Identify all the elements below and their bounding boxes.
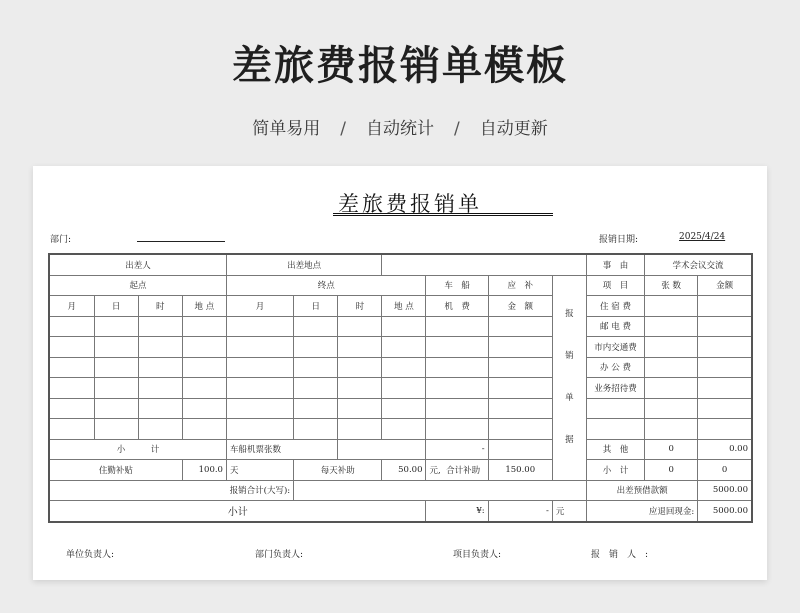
amount-cell[interactable] bbox=[698, 316, 752, 337]
place-header: 地 点 bbox=[382, 296, 426, 317]
place-header: 地 点 bbox=[182, 296, 226, 317]
cell[interactable] bbox=[382, 337, 426, 358]
receipt-label: 报 销 单 据 bbox=[552, 275, 586, 480]
cell[interactable] bbox=[426, 398, 488, 419]
cell[interactable] bbox=[138, 337, 182, 358]
total-value[interactable] bbox=[294, 480, 587, 501]
cell[interactable] bbox=[182, 378, 226, 399]
table-row bbox=[49, 419, 752, 440]
cell[interactable] bbox=[294, 378, 338, 399]
refund-label: 应退回现金: bbox=[586, 501, 697, 522]
tickets-label: 车船机票张数 bbox=[226, 439, 337, 460]
cell[interactable] bbox=[94, 419, 138, 440]
cell[interactable] bbox=[586, 419, 644, 440]
reason-label: 事 由 bbox=[586, 254, 644, 275]
table-row bbox=[49, 254, 752, 275]
cell[interactable] bbox=[94, 378, 138, 399]
cell[interactable] bbox=[182, 316, 226, 337]
cell[interactable] bbox=[49, 337, 94, 358]
place-label: 出差地点 bbox=[226, 254, 381, 275]
cell[interactable] bbox=[94, 357, 138, 378]
amount-cell[interactable] bbox=[698, 337, 752, 358]
cell[interactable] bbox=[338, 316, 382, 337]
cell[interactable] bbox=[488, 316, 552, 337]
table-row bbox=[49, 316, 752, 337]
separator: / bbox=[340, 119, 346, 139]
cell[interactable] bbox=[138, 398, 182, 419]
expense-item: 办 公 费 bbox=[586, 357, 644, 378]
time-header: 时 bbox=[138, 296, 182, 317]
start-header: 起点 bbox=[49, 275, 226, 296]
cell[interactable] bbox=[382, 398, 426, 419]
other-label: 其 他 bbox=[586, 439, 644, 460]
sign-unit: 单位负责人: bbox=[66, 550, 115, 560]
sum-label: 元, 合计补助 bbox=[426, 460, 488, 481]
advance-value[interactable]: 5000.00 bbox=[698, 480, 752, 501]
cell[interactable] bbox=[182, 419, 226, 440]
cell[interactable] bbox=[138, 316, 182, 337]
separator: / bbox=[454, 119, 460, 139]
count-cell[interactable] bbox=[645, 357, 698, 378]
cell[interactable] bbox=[94, 316, 138, 337]
tickets-count[interactable] bbox=[338, 439, 426, 460]
cell[interactable] bbox=[698, 398, 752, 419]
cell[interactable] bbox=[382, 378, 426, 399]
cell[interactable] bbox=[645, 398, 698, 419]
cell[interactable] bbox=[338, 419, 382, 440]
time-header: 时 bbox=[338, 296, 382, 317]
amount-cell[interactable] bbox=[698, 378, 752, 399]
cell[interactable] bbox=[488, 398, 552, 419]
cell[interactable] bbox=[488, 357, 552, 378]
item-header: 项 目 bbox=[586, 275, 644, 296]
feature-list bbox=[0, 114, 800, 139]
table-row bbox=[49, 275, 752, 296]
end-header: 终点 bbox=[226, 275, 426, 296]
cell[interactable] bbox=[426, 357, 488, 378]
cell[interactable] bbox=[138, 357, 182, 378]
cell[interactable] bbox=[338, 398, 382, 419]
day-header: 日 bbox=[94, 296, 138, 317]
cell[interactable] bbox=[138, 378, 182, 399]
table-row bbox=[49, 296, 752, 317]
table-row bbox=[49, 460, 752, 481]
cell[interactable] bbox=[488, 419, 552, 440]
hero-title: 差旅费报销单模板 bbox=[232, 43, 568, 89]
refund-value[interactable]: 5000.00 bbox=[698, 501, 752, 522]
dept-label: 部门: bbox=[50, 235, 72, 245]
month-header: 月 bbox=[49, 296, 94, 317]
money-header: 金 额 bbox=[488, 296, 552, 317]
cell[interactable] bbox=[338, 337, 382, 358]
tickets-dash: - bbox=[426, 439, 488, 460]
table-row bbox=[49, 501, 752, 522]
cell[interactable] bbox=[182, 337, 226, 358]
cell[interactable] bbox=[49, 316, 94, 337]
count-cell[interactable] bbox=[645, 316, 698, 337]
sign-dept: 部门负责人: bbox=[255, 550, 304, 560]
sign-claimant: 报 销 人 : bbox=[591, 550, 649, 560]
traveler-label: 出差人 bbox=[49, 254, 226, 275]
fee-header: 机 费 bbox=[426, 296, 488, 317]
count-header: 张 数 bbox=[645, 275, 698, 296]
sum-value[interactable]: 150.00 bbox=[488, 460, 552, 481]
amount-cell[interactable] bbox=[698, 357, 752, 378]
other-count[interactable]: 0 bbox=[645, 439, 698, 460]
count-cell[interactable] bbox=[645, 296, 698, 317]
expense-item: 住 宿 费 bbox=[586, 296, 644, 317]
cell[interactable] bbox=[49, 378, 94, 399]
place-value[interactable] bbox=[382, 254, 587, 275]
cell[interactable] bbox=[226, 357, 293, 378]
allowance-header: 应 补 bbox=[488, 275, 552, 296]
cell[interactable] bbox=[294, 337, 338, 358]
cell[interactable] bbox=[226, 419, 293, 440]
subtotal-label: 小 计 bbox=[49, 439, 226, 460]
title-underline bbox=[333, 213, 553, 216]
form-title: 差旅费报销单 bbox=[338, 192, 482, 216]
table-row bbox=[49, 398, 752, 419]
cell[interactable] bbox=[382, 419, 426, 440]
feature-2: 自动统计 bbox=[366, 119, 434, 139]
month-header: 月 bbox=[226, 296, 293, 317]
cell[interactable] bbox=[226, 316, 293, 337]
cell[interactable] bbox=[338, 357, 382, 378]
cell[interactable] bbox=[338, 378, 382, 399]
amount-header: 金额 bbox=[698, 275, 752, 296]
cell[interactable] bbox=[49, 419, 94, 440]
total-label: 报销合计(大写): bbox=[49, 480, 294, 501]
allowance-value[interactable]: 100.0 bbox=[182, 460, 226, 481]
cell[interactable] bbox=[226, 337, 293, 358]
cell[interactable] bbox=[294, 357, 338, 378]
cell[interactable] bbox=[226, 398, 293, 419]
cell[interactable] bbox=[426, 419, 488, 440]
cell[interactable] bbox=[49, 357, 94, 378]
date-value[interactable]: 2025/4/24 bbox=[679, 232, 726, 242]
table-row bbox=[49, 357, 752, 378]
boat-header: 车 船 bbox=[426, 275, 488, 296]
cell[interactable] bbox=[294, 398, 338, 419]
per-day-label: 每天补助 bbox=[294, 460, 382, 481]
expense-table bbox=[48, 253, 753, 523]
reason-value[interactable]: 学术会议交流 bbox=[645, 254, 752, 275]
cell[interactable] bbox=[138, 419, 182, 440]
yuan-label: 元 bbox=[552, 501, 586, 522]
cell[interactable] bbox=[488, 439, 552, 460]
cell[interactable] bbox=[49, 398, 94, 419]
allowance-label: 住勤补贴 bbox=[49, 460, 182, 481]
sub-amount[interactable]: 0 bbox=[698, 460, 752, 481]
cell[interactable] bbox=[226, 378, 293, 399]
feature-1: 简单易用 bbox=[252, 119, 321, 139]
cell[interactable] bbox=[645, 419, 698, 440]
sign-project: 项目负责人: bbox=[453, 550, 502, 560]
advance-label: 出差预借款额 bbox=[586, 480, 697, 501]
cell[interactable] bbox=[488, 378, 552, 399]
cell[interactable] bbox=[94, 337, 138, 358]
cell[interactable] bbox=[294, 419, 338, 440]
table-row bbox=[49, 337, 752, 358]
yen-label: ¥: bbox=[426, 501, 488, 522]
cell[interactable] bbox=[698, 419, 752, 440]
dept-field[interactable] bbox=[137, 241, 225, 242]
day-header: 日 bbox=[294, 296, 338, 317]
table-row bbox=[49, 378, 752, 399]
cell[interactable] bbox=[382, 316, 426, 337]
cell[interactable] bbox=[426, 316, 488, 337]
cell[interactable] bbox=[488, 337, 552, 358]
final-label: 小计 bbox=[49, 501, 426, 522]
days-label: 天 bbox=[226, 460, 293, 481]
expense-item: 市内交通费 bbox=[586, 337, 644, 358]
table-row bbox=[49, 439, 752, 460]
form-sheet bbox=[33, 166, 767, 580]
cell[interactable] bbox=[94, 398, 138, 419]
other-amount[interactable]: 0.00 bbox=[698, 439, 752, 460]
table-row bbox=[49, 480, 752, 501]
expense-item: 业务招待费 bbox=[586, 378, 644, 399]
count-cell[interactable] bbox=[645, 337, 698, 358]
final-dash: - bbox=[488, 501, 552, 522]
sub-count[interactable]: 0 bbox=[645, 460, 698, 481]
cell[interactable] bbox=[426, 337, 488, 358]
count-cell[interactable] bbox=[645, 378, 698, 399]
cell[interactable] bbox=[182, 398, 226, 419]
subtotal-item: 小 计 bbox=[586, 460, 644, 481]
cell[interactable] bbox=[182, 357, 226, 378]
per-day-value[interactable]: 50.00 bbox=[382, 460, 426, 481]
amount-cell[interactable] bbox=[698, 296, 752, 317]
cell[interactable] bbox=[294, 316, 338, 337]
date-label: 报销日期: bbox=[599, 235, 639, 245]
expense-item: 邮 电 费 bbox=[586, 316, 644, 337]
cell[interactable] bbox=[382, 357, 426, 378]
cell[interactable] bbox=[586, 398, 644, 419]
cell[interactable] bbox=[426, 378, 488, 399]
feature-3: 自动更新 bbox=[479, 119, 548, 139]
